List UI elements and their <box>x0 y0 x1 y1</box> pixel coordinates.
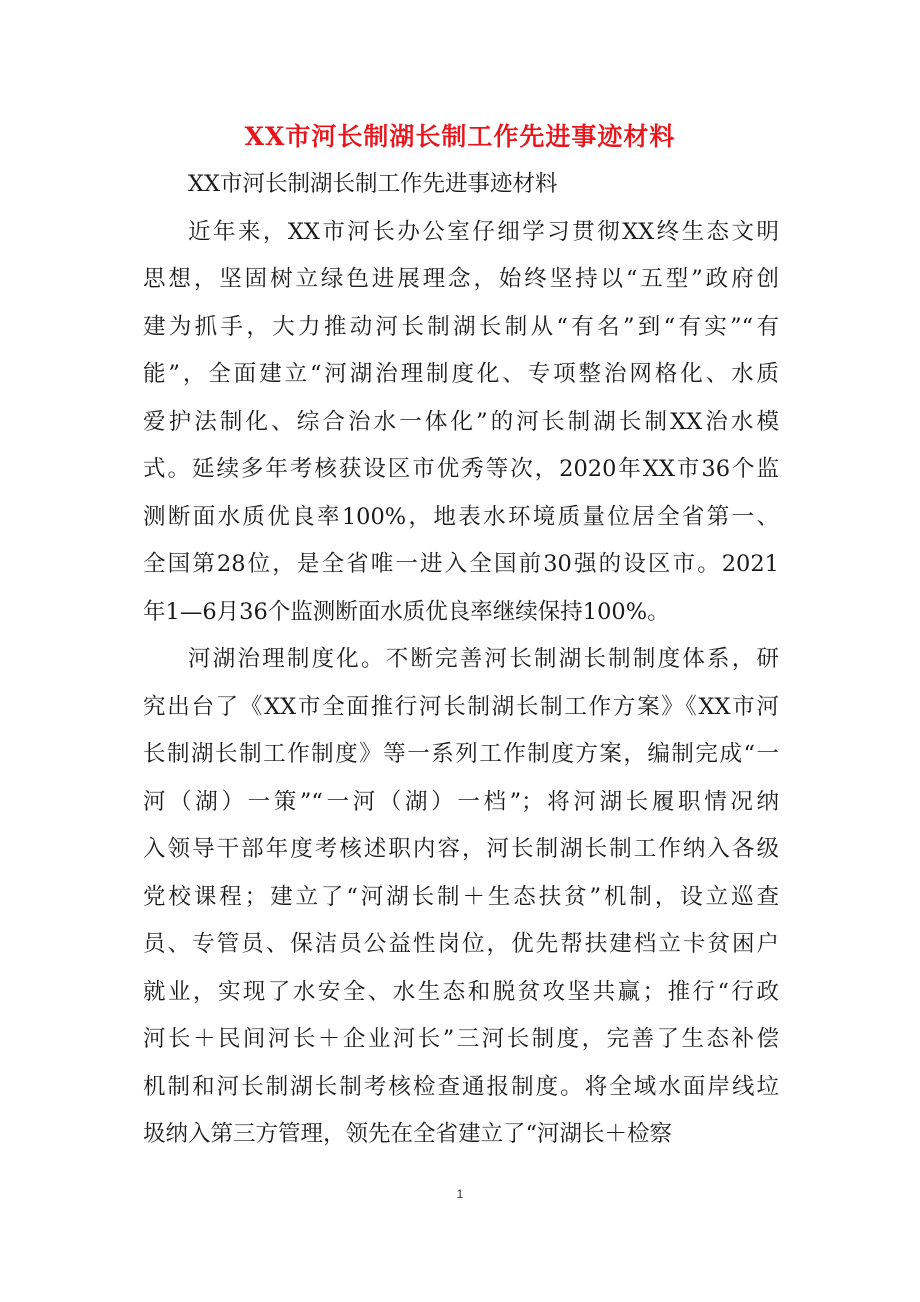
paragraph-line: 河长＋民间河长＋企业河长”三河长制度，完善了生态补偿 <box>143 1026 779 1052</box>
document-title: XX市河长制湖长制工作先进事迹材料 <box>244 122 676 151</box>
paragraph-line: 爱护法制化、综合治水一体化”的河长制湖长制XX治水模 <box>143 408 779 435</box>
subtitle-line: XX市河长制湖长制工作先进事迹材料 <box>188 171 558 197</box>
paragraph-line: 能”，全面建立“河湖治理制度化、专项整治网格化、水质 <box>143 361 779 387</box>
document-body <box>143 161 779 1159</box>
page-number: 1 <box>456 1187 464 1201</box>
paragraph-line: 式。延续多年考核获设区市优秀等次，2020年XX市36个监 <box>143 456 779 482</box>
paragraph-line: 就业，实现了水安全、水生态和脱贫攻坚共赢；推行“行政 <box>143 978 779 1005</box>
paragraph-line: 年1—6月36个监测断面水质优良率继续保持100%。 <box>143 598 670 625</box>
paragraph-line: 机制和河长制湖长制考核检查通报制度。将全域水面岸线垃 <box>143 1073 779 1100</box>
paragraph-line: 入领导干部年度考核述职内容，河长制湖长制工作纳入各级 <box>143 836 779 862</box>
paragraph-line: 河湖治理制度化。不断完善河长制湖长制制度体系，研 <box>188 646 779 672</box>
paragraph-line: 建为抓手，大力推动河长制湖长制从“有名”到“有实”“有 <box>143 313 779 340</box>
paragraph-line: 全国第28位，是全省唯一进入全国前30强的设区市。2021 <box>143 551 779 577</box>
paragraph-line: 测断面水质优良率100%，地表水环境质量位居全省第一、 <box>143 503 779 530</box>
paragraph-line: 圾纳入第三方管理，领先在全省建立了“河湖长＋检察 <box>143 1121 673 1147</box>
paragraph-line: 近年来，XX市河长办公室仔细学习贯彻XX终生态文明 <box>188 218 779 245</box>
paragraph-line: 长制湖长制工作制度》等一系列工作制度方案，编制完成“一 <box>143 741 779 767</box>
paragraph-line: 究出台了《XX市全面推行河长制湖长制工作方案》《XX市河 <box>143 693 779 720</box>
paragraph-line: 员、专管员、保洁员公益性岗位，优先帮扶建档立卡贫困户 <box>143 931 779 957</box>
paragraph-line: 思想，坚固树立绿色进展理念，始终坚持以“五型”政府创 <box>143 266 779 292</box>
paragraph-line: 党校课程；建立了“河湖长制＋生态扶贫”机制，设立巡查 <box>143 883 779 910</box>
paragraph-line: 河（湖）一策”“一河（湖）一档”；将河湖长履职情况纳 <box>143 788 779 815</box>
